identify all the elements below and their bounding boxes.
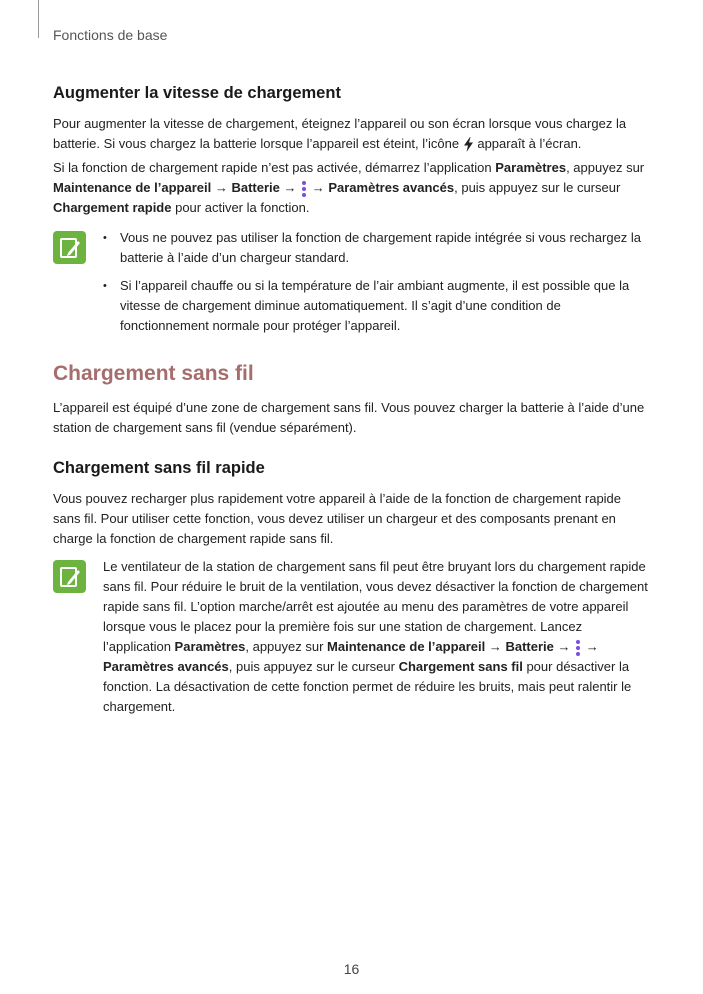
menu-path-advanced-settings: Paramètres avancés: [328, 180, 455, 195]
menu-path-settings: Paramètres: [174, 639, 246, 654]
lightning-icon: [463, 137, 474, 152]
arrow: →: [553, 639, 575, 654]
menu-path-advanced-settings: Paramètres avancés: [103, 659, 229, 674]
text: Le ventilateur de la station de chargement sans fil peut être bruyant lors du chargement rapide sans fil. Pour réduire le bruit de la ventilation, vous devez désactiver la fonction de chargement rapide sans fil. L’option marche/arrêt est ajoutée au menu des paramètres de votre appareil lorsque vous le placez pour la première fois sur une station de chargement. Lancez l’application: [103, 559, 648, 654]
note-fast-wireless: [103, 557, 650, 717]
note-pencil-icon: [53, 231, 86, 264]
text: pour activer la fonction.: [171, 200, 310, 215]
page-margin-marker: [38, 0, 39, 38]
page-number: 16: [343, 961, 360, 977]
section-title-fast-charging: Augmenter la vitesse de chargement: [53, 84, 341, 102]
menu-path-battery: Batterie: [231, 180, 280, 195]
text: , puis appuyez sur le curseur: [454, 180, 621, 195]
menu-path-fast-charging: Chargement rapide: [53, 200, 172, 215]
list-item: [103, 228, 648, 268]
arrow: →: [582, 639, 599, 654]
bullet-marker: •: [103, 280, 107, 292]
text: , appuyez sur: [245, 639, 328, 654]
paragraph-fast-charging-intro: [53, 114, 653, 154]
menu-path-wireless-charging: Chargement sans fil: [398, 659, 523, 674]
menu-path-device-maintenance: Maintenance de l’appareil: [53, 180, 212, 195]
note-pencil-icon: [53, 560, 86, 593]
list-item-text: Si l’appareil chauffe ou si la température de l’air ambiant augmente, il est possible que la vitesse de chargement diminue automatiquement. Il s’agit d’une condition de fonctionnement normale pour protéger l’appareil.: [120, 278, 630, 333]
bullet-marker: •: [103, 232, 107, 244]
menu-path-settings: Paramètres: [495, 160, 567, 175]
paragraph-wireless-intro: L’appareil est équipé d’une zone de chargement sans fil. Vous pouvez charger la batterie à l’aide d’une station de chargement sans fil (vendue séparément).: [53, 400, 645, 435]
arrow: →: [485, 639, 506, 654]
arrow: →: [211, 180, 232, 195]
arrow: →: [279, 180, 301, 195]
text: apparaît à l’écran.: [473, 136, 582, 151]
list-item-text: Vous ne pouvez pas utiliser la fonction de chargement rapide intégrée si vous rechargez la batterie à l’aide d’un chargeur standard.: [120, 230, 642, 265]
paragraph-enable-fast-charging: [53, 158, 648, 218]
paragraph-fast-wireless-intro: Vous pouvez recharger plus rapidement votre appareil à l’aide de la fonction de chargement rapide sans fil. Pour utiliser cette fonction, vous devez utiliser un chargeur et des composants prenant en charge la fonction de chargement rapide sans fil.: [53, 491, 622, 546]
text: Pour augmenter la vitesse de chargement, éteignez l’appareil ou son écran lorsque vous chargez la batterie. Si vous chargez la batterie lorsque l’appareil est éteint, l’icône: [53, 116, 627, 151]
text: Si la fonction de chargement rapide n’est pas activée, démarrez l’application: [53, 160, 496, 175]
arrow: →: [308, 180, 329, 195]
menu-path-battery: Batterie: [505, 639, 554, 654]
text: , appuyez sur: [566, 160, 645, 175]
more-options-icon: [574, 639, 582, 657]
running-header: Fonctions de base: [53, 27, 168, 43]
text: , puis appuyez sur le curseur: [228, 659, 399, 674]
menu-path-device-maintenance: Maintenance de l’appareil: [327, 639, 486, 654]
list-item: [103, 276, 648, 336]
note-list-fast-charging: [103, 228, 648, 344]
section-title-fast-wireless-charging: Chargement sans fil rapide: [53, 459, 265, 477]
section-title-wireless-charging: Chargement sans fil: [53, 362, 254, 385]
more-options-icon: [300, 180, 308, 198]
text: pour désactiver la fonction. La désactivation de cette fonction permet de réduire les bruits, mais peut ralentir le chargement.: [103, 659, 632, 714]
